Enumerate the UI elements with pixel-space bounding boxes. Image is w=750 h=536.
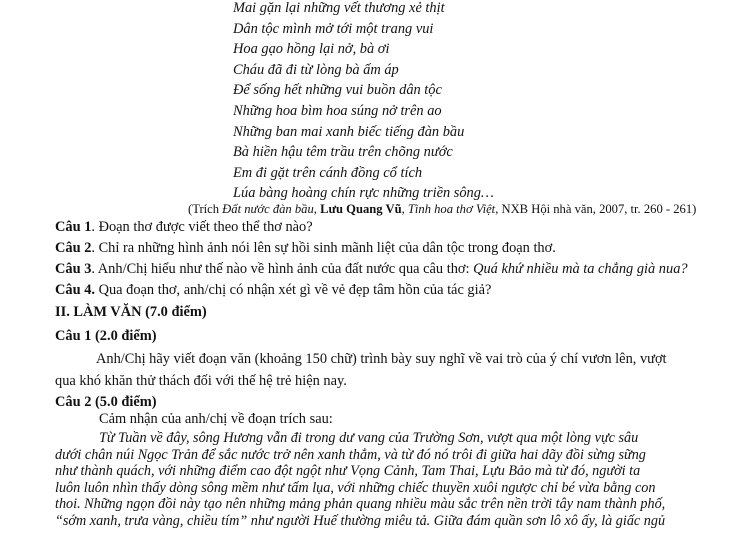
question-2 [55,240,556,257]
poem-line: Những hoa bìm hoa súng nở trên ao [233,102,442,119]
poem-excerpt [233,0,494,204]
source-publisher: , NXB Hội nhà văn, 2007, tr. 260 - 261) [495,202,697,216]
poem-source-citation [188,202,696,217]
question-label: Câu 2 [55,240,92,256]
poem-line: Lúa bàng hoàng chín rực những triền sông… [233,185,494,202]
cau2-prompt: Cảm nhận của anh/chị về đoạn trích sau: [99,411,333,427]
cau1-heading: Câu 1 (2.0 điểm) [55,328,157,344]
excerpt-line: như thành quách, với những điểm cao đột ngột như Vọng Cảnh, Tam Thai, Lựu Bảo mà từ đó, người ta [55,463,641,480]
cau2-heading: Câu 2 (5.0 điểm) [55,394,157,410]
poem-line: Dân tộc mình mở tới một trang vui [233,20,434,37]
question-label: Câu 3 [55,261,92,277]
question-3 [55,261,688,278]
source-separator: , [401,202,408,216]
poem-line: Để sống hết những vui buồn dân tộc [233,82,442,99]
excerpt-line: “sớm xanh, trưa vàng, chiều tím” như người Huế thường miêu tả. Giữa đám quần sơn lô xô ấy, là giấc ngủ [55,512,666,529]
poem-line: Bà hiền hậu têm trầu trên chõng nước [233,144,453,161]
question-label: Câu 4. [55,282,95,298]
source-separator: , [313,202,321,216]
excerpt-line: thoi. Những ngọn đồi này tạo nên những mảng phản quang nhiều màu sắc trên nền trời tây nam thành phố, [55,496,666,513]
question-text: Qua đoạn thơ, anh/chị có nhận xét gì về vẻ đẹp tâm hồn của tác giả? [94,282,492,298]
source-work-title: Đất nước đàn bầu [222,202,314,216]
source-prefix: (Trích [188,202,223,216]
poem-line: Những ban mai xanh biếc tiếng đàn bầu [233,123,465,140]
question-text: . Chỉ ra những hình ảnh nói lên sự hồi sinh mãnh liệt của dân tộc trong đoạn thơ. [91,240,556,256]
cau1-prompt-line-1: Anh/Chị hãy viết đoạn văn (khoảng 150 chữ) trình bày suy nghĩ về vai trò của ý chí vươn lên, vượt [96,351,667,367]
excerpt-line: dưới chân núi Ngọc Trản để sắc nước trở nên xanh thẳm, và từ đó nó trôi đi giữa hai dãy đồi sừng sững [55,446,646,463]
question-text: . Đoạn thơ được viết theo thể thơ nào? [91,219,313,235]
poem-line: Em đi gặt trên cánh đồng cổ tích [233,164,423,181]
question-label: Câu 1 [55,219,92,235]
poem-line: Mai gặn lại những vết thương xẻ thịt [233,0,445,16]
poem-line: Hoa gạo hồng lại nở, bà ơi [233,41,390,58]
prose-excerpt [55,430,745,530]
source-collection: Tình hoa thơ Việt [407,202,496,216]
question-1 [55,219,313,236]
question-4 [55,282,491,299]
cau1-prompt-line-2: qua khó khăn thử thách đối với thế hệ trẻ hiện nay. [55,373,347,389]
question-text: . Anh/Chị hiểu như thế nào về hình ảnh của đất nước qua câu thơ: [91,261,474,277]
excerpt-line: Từ Tuần về đây, sông Hương vẫn đi trong dư vang của Trường Sơn, vượt qua một lòng vực sâu [99,430,639,446]
section-heading-writing: II. LÀM VĂN (7.0 điểm) [55,304,207,320]
excerpt-line: luôn luôn nhìn thấy dòng sông mềm như tấm lụa, với những chiếc thuyền xuôi ngược chỉ bé vừa bằng con [55,479,656,496]
poem-line: Cháu đã đi từ lòng bà ấm áp [233,61,399,78]
source-author: Lưu Quang Vũ [320,202,402,216]
question-quote: Quá khứ nhiều mà ta chẳng già nua? [473,261,688,277]
